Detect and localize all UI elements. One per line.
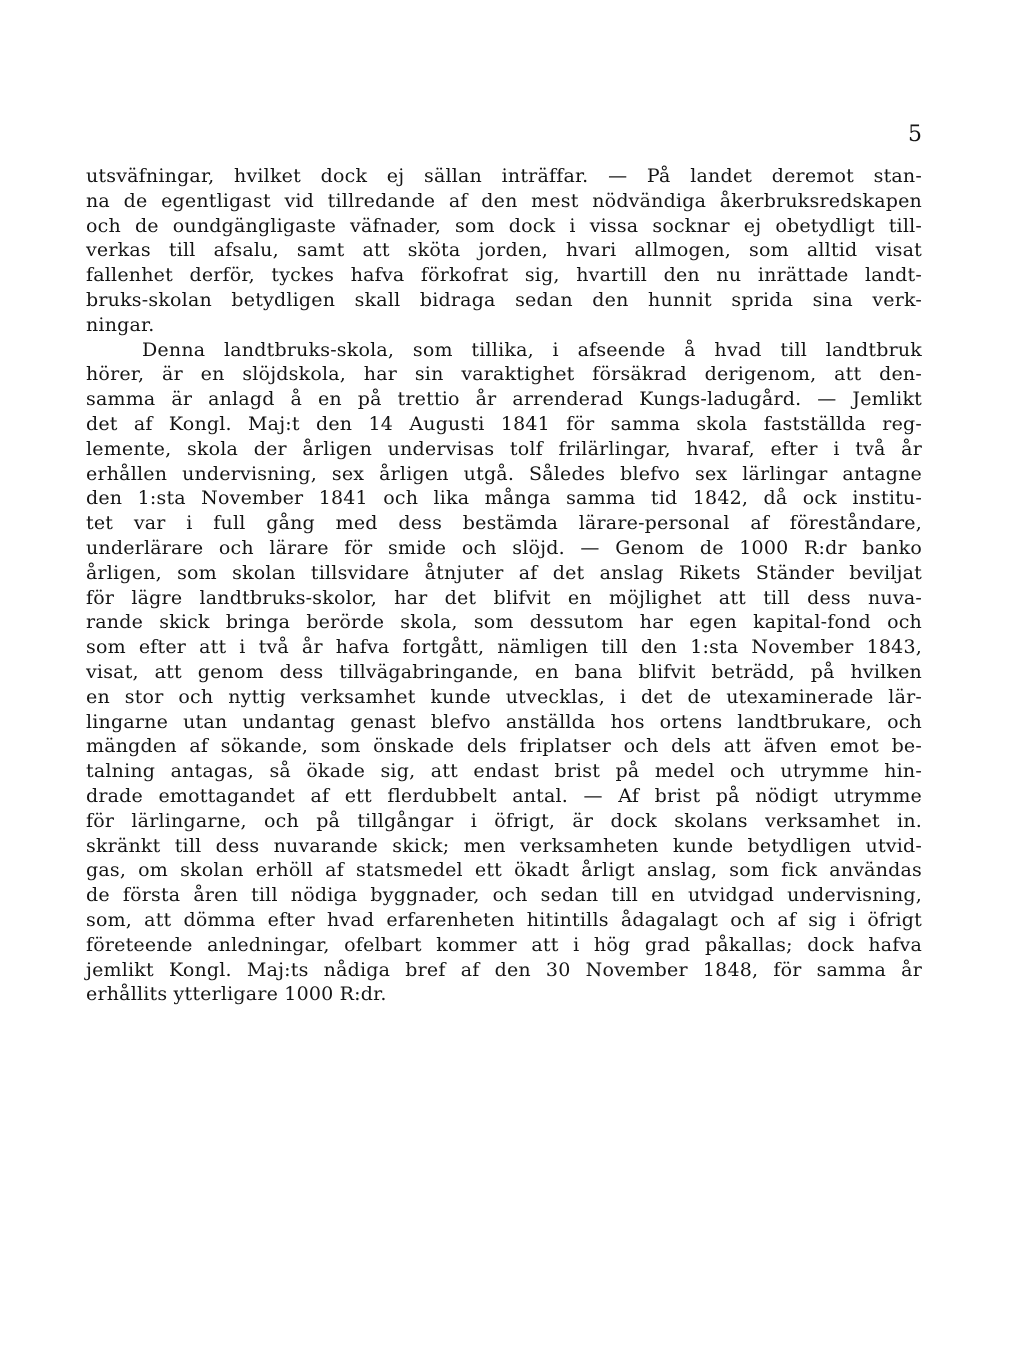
text-line: tet var i full gång med dess bestämda lärare-personal af föreståndare, xyxy=(86,512,922,535)
text-line: årligen, som skolan tillsvidare åtnjuter af det anslag Rikets Ständer beviljat xyxy=(86,561,922,584)
text-line: de första åren till nödiga byggnader, och sedan till en utvidgad undervisning, xyxy=(86,884,922,907)
text-line: som efter att i två år hafva fortgått, nämligen till den 1:sta November 1843, xyxy=(86,636,922,659)
text-line: för lärlingarne, och på tillgångar i öfrigt, är dock skolans verksamhet in. xyxy=(86,809,922,832)
text-line: verkas till afsalu, samt att sköta jorden, hvari allmogen, som alltid visat xyxy=(86,239,922,262)
text-line: fallenhet derför, tyckes hafva förkofrat sig, hvartill den nu inrättade landt- xyxy=(86,264,922,287)
text-line: utsväfningar, hvilket dock ej sällan inträffar. — På landet deremot stan- xyxy=(86,165,922,187)
text-line: drade emottagandet af ett flerdubbelt antal. — Af brist på nödigt utrymme xyxy=(86,785,922,807)
text-line: som, att dömma efter hvad erfarenheten hitintills ådagalagt och af sig i öfrigt xyxy=(86,909,922,931)
text-line: ningar. xyxy=(86,313,155,336)
text-line: för lägre landtbruks-skolor, har det blifvit en möjlighet att till dess nuva- xyxy=(86,586,922,609)
text-line: lingarne utan undantag genast blefvo anställda hos ortens landtbrukare, och xyxy=(86,710,922,733)
text-line: Denna landtbruks-skola, som tillika, i afseende å hvad till landtbruk xyxy=(142,338,922,361)
text-line: visat, att genom dess tillvägabringande, en bana blifvit beträdd, på hvilken xyxy=(86,661,922,683)
text-line: gas, om skolan erhöll af statsmedel ett ökadt årligt anslag, som fick användas xyxy=(86,859,922,882)
text-line: en stor och nyttig verksamhet kunde utvecklas, i det de utexaminerade lär- xyxy=(86,685,922,708)
text-line: lemente, skola der årligen undervisas tolf frilärlingar, hvaraf, efter i två år xyxy=(86,437,922,460)
text-line: samma är anlagd å en på trettio år arrenderad Kungs-ladugård. — Jemlikt xyxy=(86,388,922,411)
text-line: jemlikt Kongl. Maj:ts nådiga bref af den 30 November 1848, för samma år xyxy=(86,958,922,981)
text-line: och de oundgängligaste väfnader, som dock i vissa socknar ej obetydligt till- xyxy=(86,214,922,237)
text-line: underlärare och lärare för smide och slöjd. — Genom de 1000 R:dr banko xyxy=(86,537,922,559)
text-line: bruks-skolan betydligen skall bidraga sedan den hunnit sprida sina verk- xyxy=(86,289,922,311)
text-line: hörer, är en slöjdskola, har sin varaktighet försäkrad derigenom, att den- xyxy=(86,363,922,386)
text-line: erhållen undervisning, sex årligen utgå. Således blefvo sex lärlingar antagne xyxy=(86,462,922,485)
text-line: erhållits ytterligare 1000 R:dr. xyxy=(86,983,387,1006)
text-line: mängden af sökande, som önskade dels friplatser och dels att äfven emot be- xyxy=(86,735,922,758)
text-line: na de egentligast vid tillredande af den mest nödvändiga åkerbruksredskapen xyxy=(86,189,922,212)
text-line: rande skick bringa berörde skola, som dessutom har egen kapital-fond och xyxy=(86,611,922,634)
page-number: 5 xyxy=(908,122,922,147)
text-line: företeende anledningar, ofelbart kommer att i hög grad påkallas; dock hafva xyxy=(86,933,922,956)
text-line: den 1:sta November 1841 och lika många samma tid 1842, då ock institu- xyxy=(86,487,922,510)
text-line: skränkt till dess nuvarande skick; men verksamheten kunde betydligen utvid- xyxy=(86,834,922,857)
text-line: det af Kongl. Maj:t den 14 Augusti 1841 för samma skola fastställda reg- xyxy=(86,413,922,435)
text-line: talning antagas, så ökade sig, att endast brist på medel och utrymme hin- xyxy=(86,760,922,783)
